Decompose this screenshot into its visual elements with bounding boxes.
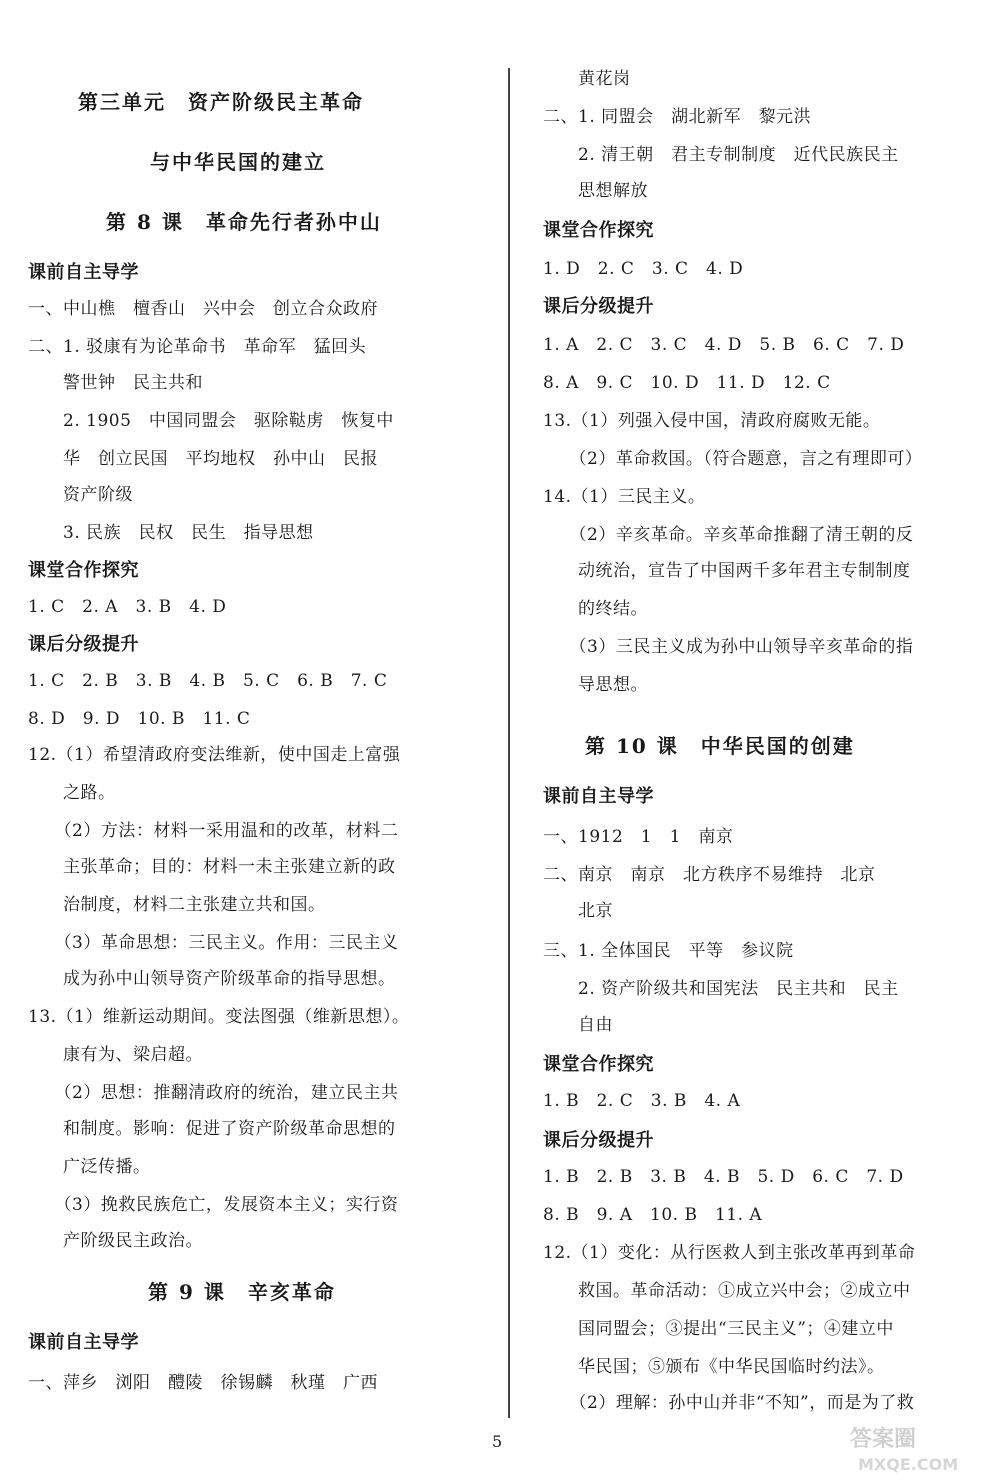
answer-line: 二、南京 南京 北方秩序不易维持 北京 [543, 865, 876, 885]
section-heading: 课堂合作探究 [543, 1054, 654, 1075]
answer-line: （2）辛亥革命。辛亥革命推翻了清王朝的反 [543, 525, 914, 545]
answer-line: 1. D 2. C 3. C 4. D [543, 259, 744, 279]
answer-line: 华民国；⑤颁布《中华民国临时约法》。 [543, 1357, 885, 1377]
answer-line: （3）挽救民族危亡，发展资本主义；实行资 [28, 1195, 399, 1215]
answer-line: 黄花岗 [543, 69, 631, 89]
answer-line: 3. 民族 民权 民生 指导思想 [28, 523, 314, 543]
answer-line: 1. A 2. C 3. C 4. D 5. B 6. C 7. D [543, 335, 905, 355]
answer-line: 救国。革命活动：①成立兴中会；②成立中 [543, 1281, 911, 1301]
answer-line: 2. 资产阶级共和国宪法 民主共和 民主 [543, 979, 899, 999]
answer-line: 治制度，材料二主张建立共和国。 [28, 895, 326, 915]
section-heading: 课堂合作探究 [28, 560, 139, 581]
answer-line: 12.（1）变化：从行医救人到主张改革再到革命 [543, 1243, 916, 1263]
lesson-title: 第 8 课 革命先行者孙中山 [106, 210, 382, 234]
answer-line: 动统治，宣告了中国两千多年君主专制制度 [543, 561, 911, 581]
answer-line: 2. 1905 中国同盟会 驱除鞑虏 恢复中 [28, 411, 394, 431]
section-heading: 课后分级提升 [543, 1130, 654, 1151]
lesson-title: 第 10 课 中华民国的创建 [585, 734, 855, 758]
answer-line: 导思想。 [543, 675, 648, 695]
answer-line: 华 创立民国 平均地权 孙中山 民报 [28, 449, 378, 469]
section-heading: 课前自主导学 [28, 1332, 139, 1353]
answer-line: 8. A 9. C 10. D 11. D 12. C [543, 373, 831, 393]
answer-line: 12.（1）希望清政府变法维新，使中国走上富强 [28, 745, 401, 765]
svg-text:答案圈: 答案圈 [850, 1427, 917, 1452]
answer-line: 之路。 [28, 783, 116, 803]
answer-line: 8. D 9. D 10. B 11. C [28, 709, 251, 729]
answer-line: 北京 [543, 901, 613, 921]
answer-line: （2）思想：推翻清政府的统治，建立民主共 [28, 1083, 399, 1103]
answer-line: 1. C 2. B 3. B 4. B 5. C 6. B 7. C [28, 671, 388, 691]
answer-line: 的终结。 [543, 599, 648, 619]
answer-line: 1. B 2. B 3. B 4. B 5. D 6. C 7. D [543, 1167, 904, 1187]
answer-line: 8. B 9. A 10. B 11. A [543, 1205, 763, 1225]
answer-line: 13.（1）维新运动期间。变法图强（维新思想）。 [28, 1007, 410, 1027]
answer-line: 1. C 2. A 3. B 4. D [28, 597, 227, 617]
section-heading: 课后分级提升 [543, 296, 654, 317]
lesson-title: 第 9 课 辛亥革命 [148, 1280, 336, 1304]
answer-line: 产阶级民主政治。 [28, 1231, 203, 1251]
section-heading: 课后分级提升 [28, 634, 139, 655]
answer-line: 一、中山樵 檀香山 兴中会 创立合众政府 [28, 299, 378, 319]
answer-line: 思想解放 [543, 181, 648, 201]
answer-line: 广泛传播。 [28, 1157, 151, 1177]
answer-line: 成为孙中山领导资产阶级革命的指导思想。 [28, 969, 396, 989]
answer-line: 和制度。影响：促进了资产阶级革命思想的 [28, 1119, 396, 1139]
answer-line: 国同盟会；③提出“三民主义”；④建立中 [543, 1319, 894, 1339]
unit-title-line-2: 与中华民国的建立 [150, 150, 326, 174]
section-heading: 课前自主导学 [543, 786, 654, 807]
svg-text:MXQE.COM: MXQE.COM [858, 1455, 959, 1474]
answer-line: 主张革命；目的：材料一未主张建立新的政 [28, 857, 396, 877]
watermark-logo [840, 1418, 990, 1478]
answer-line: （3）革命思想：三民主义。作用：三民主义 [28, 933, 399, 953]
answer-line: 二、1. 驳康有为论革命书 革命军 猛回头 [28, 337, 367, 357]
answer-line: 2. 清王朝 君主专制制度 近代民族民主 [543, 145, 899, 165]
answer-line: 康有为、梁启超。 [28, 1045, 203, 1065]
answer-line: 14.（1）三民主义。 [543, 487, 706, 507]
answer-line: （2）理解：孙中山并非“不知”，而是为了救 [543, 1393, 915, 1413]
unit-title-line-1: 第三单元 资产阶级民主革命 [78, 90, 364, 114]
section-heading: 课前自主导学 [28, 262, 139, 283]
answer-line: 1. B 2. C 3. B 4. A [543, 1091, 741, 1111]
answer-line: 一、萍乡 浏阳 醴陵 徐锡麟 秋瑾 广西 [28, 1373, 378, 1393]
answer-line: 资产阶级 [28, 485, 133, 505]
answer-line: 三、1. 全体国民 平等 参议院 [543, 941, 794, 961]
answer-line: （3）三民主义成为孙中山领导辛亥革命的指 [543, 637, 914, 657]
section-heading: 课堂合作探究 [543, 220, 654, 241]
answer-line: 13.（1）列强入侵中国，清政府腐败无能。 [543, 411, 881, 431]
answer-line: 自由 [543, 1015, 613, 1035]
answer-line: 一、1912 1 1 南京 [543, 827, 734, 847]
answer-line: （2）方法：材料一采用温和的改革，材料二 [28, 821, 399, 841]
answer-line: 警世钟 民主共和 [28, 373, 203, 393]
column-divider [508, 68, 510, 1418]
page-number: 5 [492, 1432, 503, 1451]
answer-line: （2）革命救国。（符合题意，言之有理即可） [543, 449, 923, 469]
answer-line: 二、1. 同盟会 湖北新军 黎元洪 [543, 107, 812, 127]
